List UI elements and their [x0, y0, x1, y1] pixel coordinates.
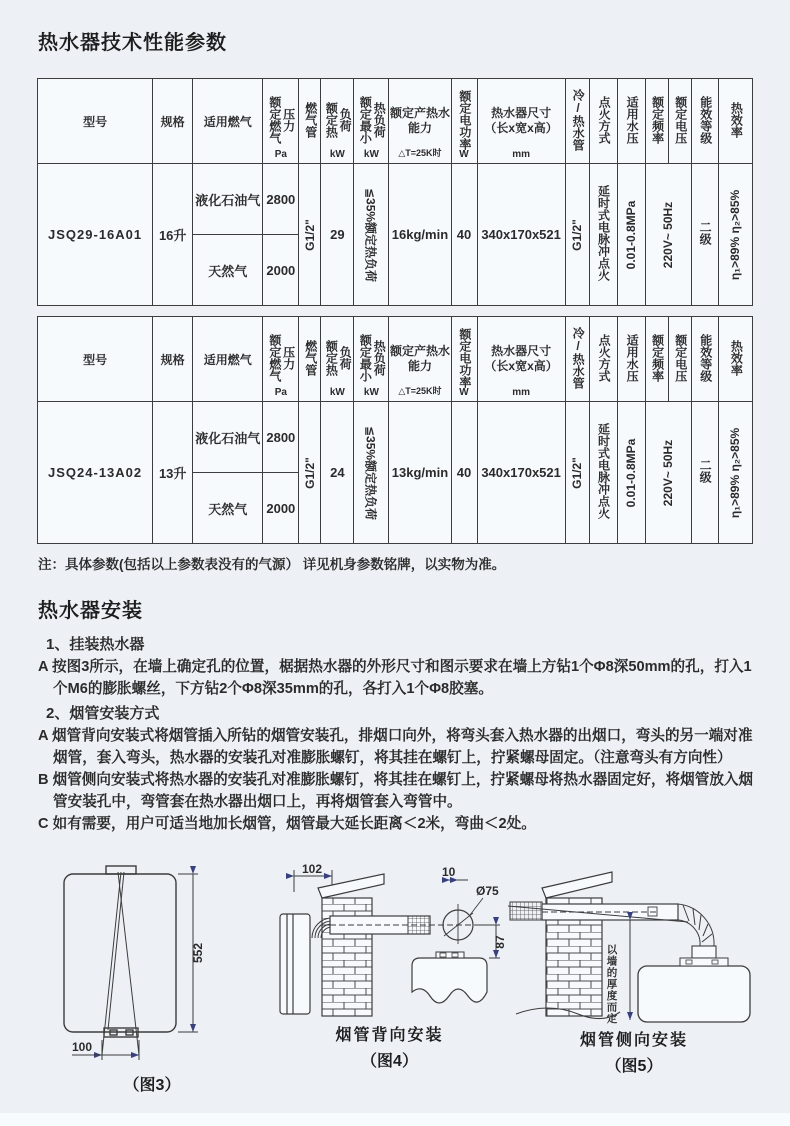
dimensions-cell: 340x170x521 — [477, 402, 565, 544]
col-thermal-efficiency: 热效率 — [718, 79, 752, 164]
col-water-pipe: 冷/热水管 — [565, 317, 589, 402]
page-title: 热水器技术性能参数 — [38, 32, 227, 54]
gas-pressure-cell: 2800 — [263, 164, 299, 235]
gas-type-cell: 液化石油气 — [193, 402, 263, 473]
water-pipe-cell: G1/2" — [565, 164, 589, 306]
spec-table-1 — [37, 78, 754, 306]
dimensions-cell: 340x170x521 — [477, 164, 565, 306]
table-header-row — [38, 79, 753, 164]
install-step2-title: 2、烟管安装方式 — [46, 705, 160, 722]
thermal-efficiency-cell: η₁>89% η₂>85% — [718, 164, 752, 306]
col-spec: 规格 — [153, 79, 193, 164]
spec-cell: 16升 — [153, 164, 193, 306]
gas-pipe-cell: G1/2" — [299, 164, 321, 306]
col-model: 型号 — [38, 79, 153, 164]
fig4-offset-dim: 10 — [442, 865, 456, 879]
table-footnote: 注：具体参数(包括以上参数表没有的气源） 详见机身参数铭牌，以实物为准。 — [38, 557, 506, 572]
col-gas-pressure: 额定燃气压力 Pa — [263, 79, 299, 164]
col-min-heat-load: 额定最小热负荷 kW — [354, 317, 389, 402]
col-gas-type: 适用燃气 — [193, 317, 263, 402]
figure-3-mounting-diagram — [42, 862, 262, 1095]
electric-power-cell: 40 — [451, 164, 477, 306]
col-voltage: 额定电压 — [668, 79, 691, 164]
page-bottom-margin — [0, 1113, 790, 1126]
fig4-diameter-dim: Ø75 — [476, 884, 499, 898]
thermal-efficiency-cell: η₁>89% η₂>85% — [718, 402, 752, 544]
col-min-heat-load: 额定最小热负荷 kW — [354, 79, 389, 164]
fig4-label: 烟管背向安装 — [335, 1027, 444, 1044]
col-dimensions: 热水器尺寸 （长x宽x高） mm — [477, 317, 565, 402]
min-heat-load-cell: ≦35%额定热负荷 — [354, 402, 389, 544]
col-gas-type: 适用燃气 — [193, 79, 263, 164]
gas-type-cell: 天然气 — [193, 235, 263, 306]
fig4-caption: （图4） — [361, 1053, 418, 1070]
col-gas-pipe: 燃气管 — [299, 79, 321, 164]
data-row-lpg — [38, 164, 753, 235]
col-electric-power: 额定电功率 W — [451, 79, 477, 164]
fig5-caption: （图5） — [605, 1058, 663, 1075]
col-water-pipe: 冷/热水管 — [565, 79, 589, 164]
fig4-wall-dim: 102 — [302, 862, 323, 876]
voltage-frequency-cell: 220V~ 50Hz — [645, 164, 691, 306]
data-row-lpg — [38, 402, 753, 473]
side-flue-drawing — [508, 862, 760, 1025]
electric-power-cell: 40 — [451, 402, 477, 544]
col-thermal-efficiency: 热效率 — [718, 317, 752, 402]
install-step2-c: C 如有需要，用户可适当地加长烟管，烟管最大延长距离＜2米，弯曲＜2处。 — [38, 816, 536, 832]
col-water-pressure: 适用水压 — [617, 79, 645, 164]
water-pipe-cell: G1/2" — [565, 402, 589, 544]
col-hot-water: 额定产热水能力 △T=25K时 — [389, 79, 451, 164]
spec-cell: 13升 — [153, 402, 193, 544]
col-frequency: 额定频率 — [645, 79, 668, 164]
install-step2-b: B 烟管侧向安装式将热水器的安装孔对准膨胀螺钉，将其挂在螺钉上，拧紧螺母将热水器固定好，将烟管放入烟管安装孔中，弯管套在热水器出烟口上，再将烟管套入弯管中。 — [38, 772, 754, 810]
col-heat-load: 额定热负荷 kW — [321, 317, 354, 402]
fig3-height-dim: 552 — [191, 942, 205, 964]
water-pressure-cell: 0.01-0.8MPa — [617, 402, 645, 544]
hot-water-cell: 13kg/min — [389, 402, 451, 544]
ignition-cell: 延时式电脉冲点火 — [589, 402, 617, 544]
col-ignition: 点火方式 — [589, 79, 617, 164]
col-voltage: 额定电压 — [668, 317, 691, 402]
min-heat-load-cell: ≦35%额定热负荷 — [354, 164, 389, 306]
gas-pipe-cell: G1/2" — [299, 402, 321, 544]
gas-type-cell: 液化石油气 — [193, 164, 263, 235]
col-dimensions: 热水器尺寸 （长x宽x高） mm — [477, 79, 565, 164]
install-step1-title: 1、挂装热水器 — [46, 636, 145, 653]
voltage-frequency-cell: 220V~ 50Hz — [645, 402, 691, 544]
gas-pressure-cell: 2000 — [263, 235, 299, 306]
col-energy-grade: 能效等级 — [691, 317, 718, 402]
energy-grade-cell: 二级 — [691, 402, 718, 544]
heat-load-cell: 24 — [321, 402, 354, 544]
col-spec: 规格 — [153, 317, 193, 402]
install-step2-a: A 烟管背向安装式将烟管插入所钻的烟管安装孔，排烟口向外，将弯头套入热水器的出烟口，弯头的另一端对准烟管，套入弯头，热水器的安装孔对准膨胀螺钉，将其挂在螺钉上，拧紧螺母固定。（注意弯头有方向性） — [38, 728, 753, 766]
hot-water-cell: 16kg/min — [389, 164, 451, 306]
install-instructions — [38, 631, 756, 837]
model-cell: JSQ29-16A01 — [38, 164, 153, 306]
heat-load-cell: 29 — [321, 164, 354, 306]
table-header-row — [38, 317, 753, 402]
fig4-drop-dim: 87 — [493, 935, 507, 949]
col-electric-power: 额定电功率 W — [451, 317, 477, 402]
col-energy-grade: 能效等级 — [691, 79, 718, 164]
install-step1-a: A 按图3所示，在墙上确定孔的位置，椐据热水器的外形尺寸和图示要求在墙上方钻1个Φ8深50mm的孔，打入1个M6的膨胀螺丝，下方钻2个Φ8深35mm的孔，各打入1个Φ8胶塞。 — [38, 659, 752, 697]
figure-4-rear-flue-diagram — [272, 862, 507, 1071]
gas-pressure-cell: 2000 — [263, 473, 299, 544]
gas-pressure-cell: 2800 — [263, 402, 299, 473]
figure-5-side-flue-diagram — [508, 862, 760, 1076]
gas-type-cell: 天然气 — [193, 473, 263, 544]
col-ignition: 点火方式 — [589, 317, 617, 402]
col-heat-load: 额定热负荷 kW — [321, 79, 354, 164]
spec-table-2 — [37, 316, 754, 544]
ignition-cell: 延时式电脉冲点火 — [589, 164, 617, 306]
col-water-pressure: 适用水压 — [617, 317, 645, 402]
col-frequency: 额定频率 — [645, 317, 668, 402]
col-gas-pressure: 额定燃气压力 Pa — [263, 317, 299, 402]
fig3-caption: （图3） — [123, 1077, 181, 1094]
rear-flue-drawing — [272, 862, 507, 1020]
energy-grade-cell: 二级 — [691, 164, 718, 306]
fig5-label: 烟管侧向安装 — [579, 1032, 688, 1049]
heater-outline-drawing — [42, 862, 262, 1062]
fig5-wall-thickness-note: 以墙的厚度而定 — [605, 944, 618, 1025]
fig3-width-dim: 100 — [72, 1040, 93, 1054]
water-pressure-cell: 0.01-0.8MPa — [617, 164, 645, 306]
col-gas-pipe: 燃气管 — [299, 317, 321, 402]
install-section-title: 热水器安装 — [38, 600, 143, 622]
col-hot-water: 额定产热水能力 △T=25K时 — [389, 317, 451, 402]
model-cell: JSQ24-13A02 — [38, 402, 153, 544]
col-model: 型号 — [38, 317, 153, 402]
